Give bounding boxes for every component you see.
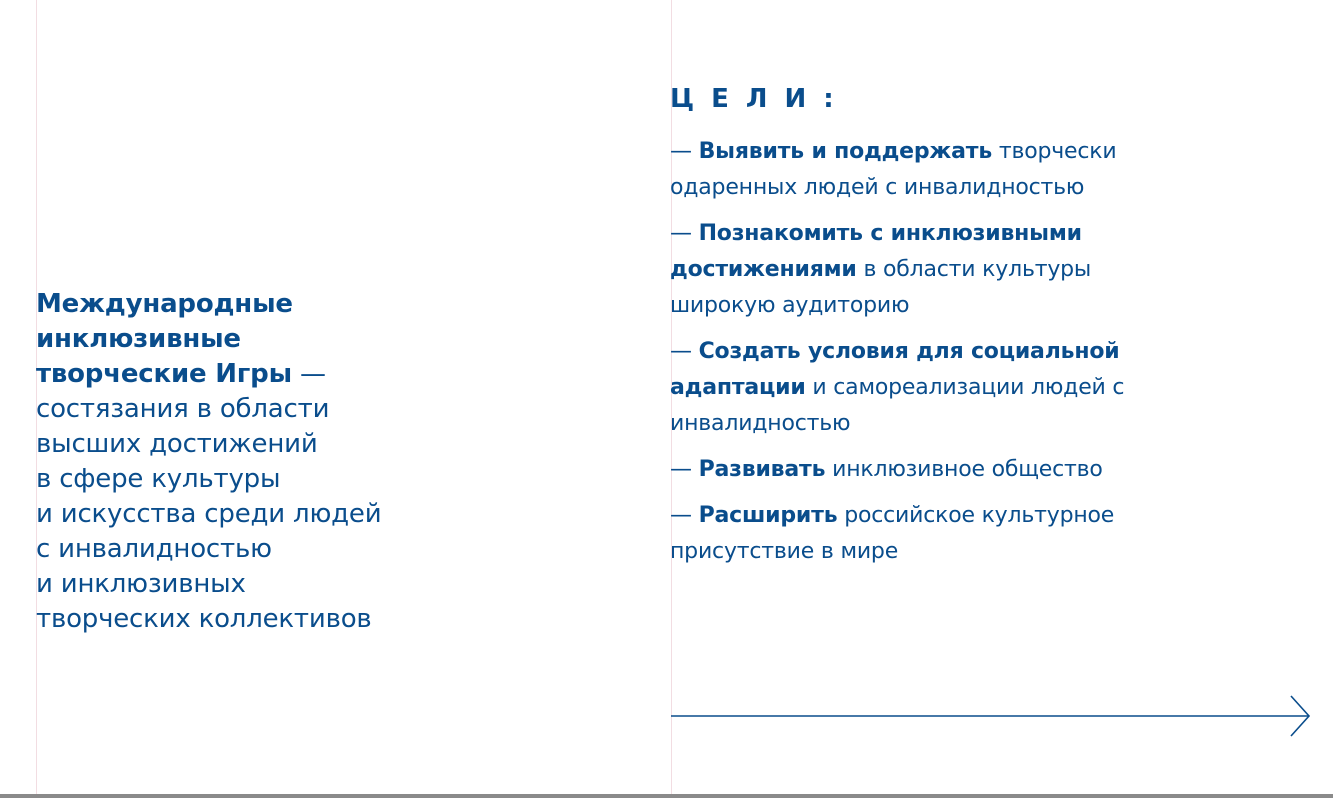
goals-heading: ЦЕЛИ: [670,84,851,114]
intro-line: с инвалидностью [36,534,272,564]
intro-line: и инклюзивных [36,569,246,599]
goal-line [670,452,1310,488]
goal-text: творчески [992,139,1117,164]
goal-item-5 [670,498,1310,570]
bottom-border [0,794,1333,798]
goal-text: одаренных людей с инвалидностью [670,175,1085,200]
goal-bold: достижениями [670,257,857,282]
goal-dash: — [670,339,699,364]
goal-bold: Развивать [698,457,826,482]
goal-bold: адаптации [670,375,806,400]
intro-text [36,287,636,637]
intro-line: творческих коллективов [36,604,372,634]
goal-item-4 [670,452,1310,488]
goal-text: в области культуры [856,257,1092,282]
intro-line: состязания в области [36,394,330,424]
goal-text: российское культурное [837,503,1115,528]
goal-dash: — [670,139,699,164]
intro-title-tail: творческие Игры [36,359,292,389]
intro-line: в сфере культуры [36,464,281,494]
goal-text: инклюзивное общество [825,457,1103,482]
goal-bold: Создать условия для социальной [698,339,1120,364]
goal-dash: — [670,503,699,528]
intro-dash: — [291,359,326,389]
goal-text: и самореализации людей с [805,375,1125,400]
goal-line [670,134,1310,170]
goals-section [670,82,1310,580]
goal-line: широкую аудиторию [670,293,910,318]
goal-line [670,534,1310,570]
goal-line [670,370,1310,406]
goal-line [670,252,1310,288]
next-arrow-button[interactable] [671,694,1311,738]
goal-text: присутствие в мире [670,539,899,564]
goal-bold: Познакомить с инклюзивными [698,221,1082,246]
intro-title-line-3 [36,357,636,392]
goal-line [670,170,1310,206]
goal-line [670,498,1310,534]
intro-line: высших достижений [36,429,318,459]
goal-line [670,216,1310,252]
goal-item-3 [670,334,1310,442]
goal-bold: Выявить и поддержать [698,139,993,164]
goal-line: инвалидностью [670,411,851,436]
arrow-right-icon [671,694,1311,738]
goal-dash: — [670,221,699,246]
goal-bold: Расширить [698,503,838,528]
goal-dash: — [670,457,699,482]
goal-item-1 [670,134,1310,206]
intro-title-line-2: инклюзивные [36,324,241,354]
intro-title-line-1: Международные [36,289,293,319]
intro-line: и искусства среди людей [36,499,382,529]
goal-line [670,334,1310,370]
goal-item-2 [670,216,1310,324]
